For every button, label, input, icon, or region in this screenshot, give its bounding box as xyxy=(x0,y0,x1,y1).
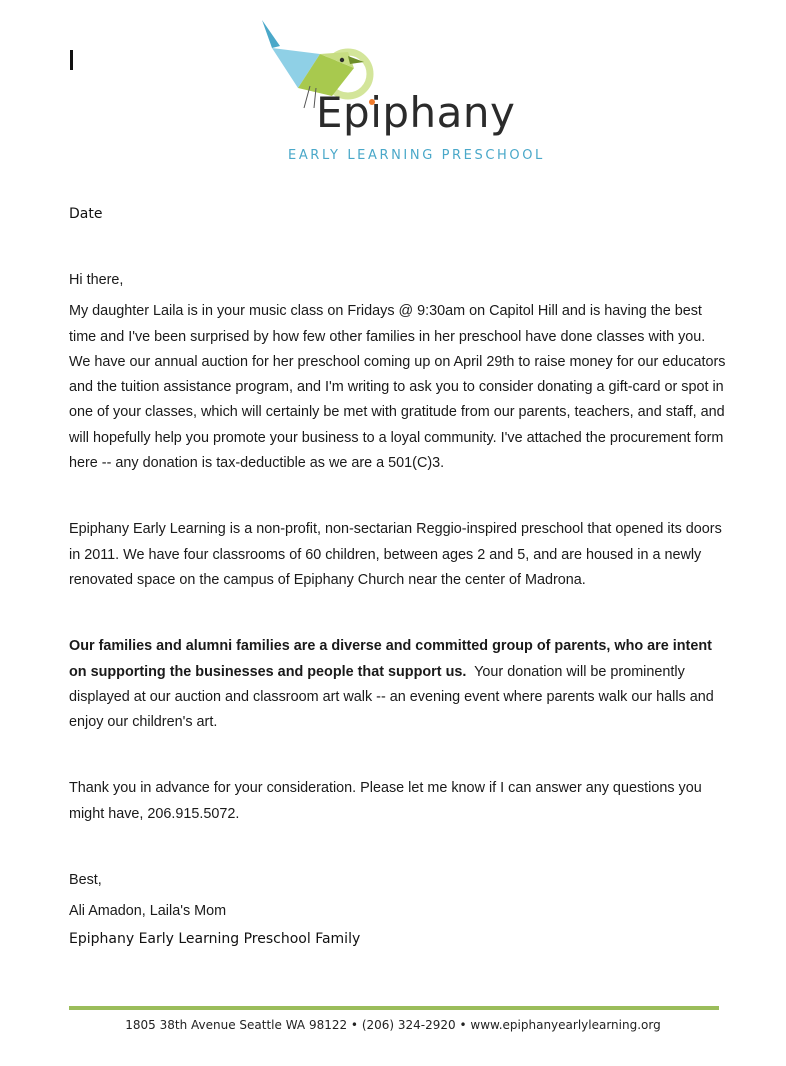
letter-paragraph-3 xyxy=(69,634,729,735)
letter-paragraph-1: My daughter Laila is in your music class on Fridays @ 9:30am on Capitol Hill and is having the best time and I've been surprised by how few other families in her preschool have done classes with you. We have our annual auction for her preschool coming up on April 29th to raise money for our educators and the tuition assistance program, and I'm writing to ask you to consider donating a gift-card or spot in one of your classes, which will certainly be met with gratitude from our parents, teachers, and staff, and will hopefully help you promote your business to a loyal community. I've attached the procurement form here -- any donation is tax-deductible as we are a 501(C)3. xyxy=(69,303,726,472)
logo-name: Epiphany xyxy=(316,88,516,137)
signature-name: Ali Amadon, Laila's Mom xyxy=(69,903,227,920)
text-cursor xyxy=(70,50,73,70)
letter-paragraph-4: Thank you in advance for your consideration. Please let me know if I can answer any questions you might have, 206.915.5072. xyxy=(69,780,702,822)
letter-paragraph-2: Epiphany Early Learning is a non-profit, non-sectarian Reggio-inspired preschool that opened its doors in 2011. We have four classrooms of 60 children, between ages 2 and 5, and are housed in a newly renovated space on the campus of Epiphany Church near the center of Madrona. xyxy=(69,521,722,588)
letter-paragraph-3-bold: Our families and alumni families are a diverse and committed group of parents, who are intent on supporting the businesses and people that support us. xyxy=(69,638,712,680)
letter-body xyxy=(69,268,729,952)
letter-greeting: Hi there, xyxy=(69,272,124,288)
signature-family: Epiphany Early Learning Preschool Family xyxy=(69,930,361,947)
letter-paragraph-3-rest: Your donation will be prominently displayed at our auction and classroom art walk -- an evening event where parents walk our halls and enjoy our children's art. xyxy=(69,663,714,731)
footer-address: 1805 38th Avenue Seattle WA 98122 • (206) 324-2920 • www.epiphanyearlylearning.org xyxy=(125,1018,661,1032)
letter-signoff: Best, xyxy=(69,872,102,889)
footer-rule xyxy=(69,1006,719,1010)
date-label: Date xyxy=(69,206,103,222)
school-logo xyxy=(258,16,545,166)
logo-tagline: EARLY LEARNING PRESCHOOL xyxy=(288,148,545,163)
